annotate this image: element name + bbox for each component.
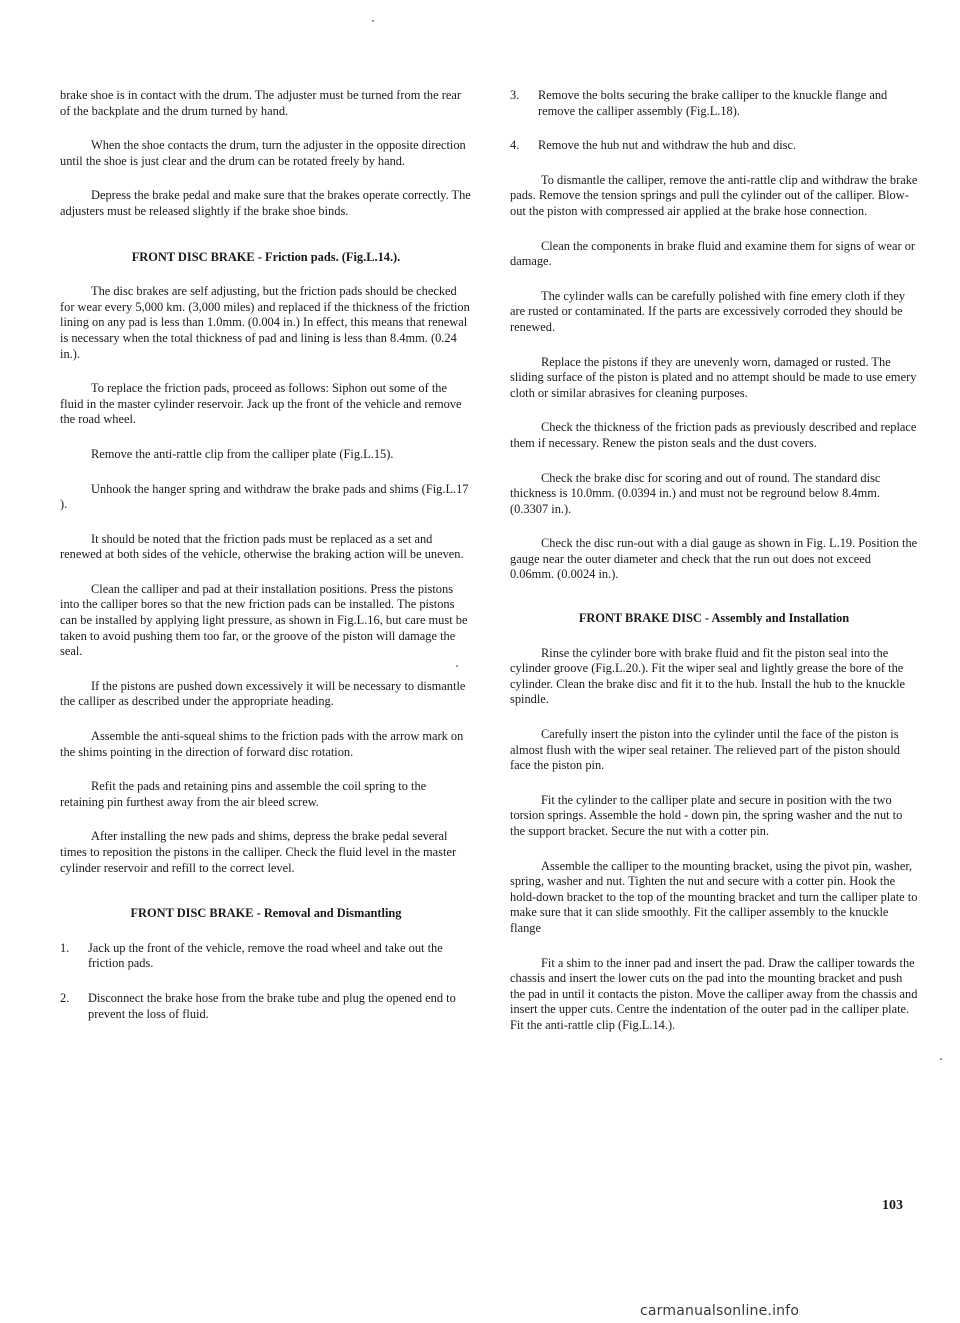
paragraph: Clean the calliper and pad at their installation positions. Press the pistons into the calliper bores so that the new friction pads can be installed. The pistons can be installed by applying light pressure, as shown in Fig.L.16, but care must be taken to avoid pushing them too far, or the groove of the piston will damage the seal. [60, 581, 468, 659]
scan-speck [940, 1058, 942, 1060]
numbered-step [60, 941, 472, 972]
paragraph: After installing the new pads and shims, depress the brake pedal several times to reposition the pistons in the calliper. Check the fluid level in the master cylinder reservoir and refill to the correct level. [60, 829, 457, 875]
paragraph: When the shoe contacts the drum, turn the adjuster in the opposite direction until the shoe is just clear and the drum can be rotated freely by hand. [60, 138, 466, 168]
paragraph: Remove the anti-rattle clip from the calliper plate (Fig.L.15). [91, 446, 394, 461]
step-number: 4. [510, 138, 520, 153]
step-number: 1. [60, 940, 70, 955]
paragraph: Fit a shim to the inner pad and insert the pad. Draw the calliper towards the chassis and insert the lower cuts on the pad into the mounting bracket and push the pad in until it contacts the piston. Move the calliper away from the chassis and insert the upper cuts. Centre the indentation of the outer pad in the calliper plate. Fit the anti-rattle clip (Fig.L.14.). [510, 955, 918, 1032]
step-text: Remove the bolts securing the brake calliper to the knuckle flange and remove the calliper assembly (Fig.L.18). [538, 88, 888, 118]
step-number: 2. [60, 990, 70, 1005]
numbered-step [510, 88, 918, 119]
step-number: 3. [510, 88, 520, 102]
paragraph: If the pistons are pushed down excessively it will be necessary to dismantle the calliper as described under the appropriate heading. [60, 678, 466, 709]
watermark[interactable]: carmanualsonline.info [640, 1303, 800, 1319]
paragraph: Check the thickness of the friction pads as previously described and replace them if necessary. Renew the piston seals and the dust covers. [510, 420, 917, 450]
scan-speck [372, 20, 374, 22]
paragraph: To dismantle the calliper, remove the anti-rattle clip and withdraw the brake pads. Remove the tension springs and pull the cylinder out of the calliper. Blow-out the piston with compressed air applied at the brake hose connection. [510, 172, 918, 218]
scan-speck [456, 665, 458, 667]
paragraph: brake shoe is in contact with the drum. The adjuster must be turned from the rear of the backplate and the drum turned by hand. [60, 88, 461, 118]
step-text: Remove the hub nut and withdraw the hub and disc. [538, 138, 797, 153]
paragraph: Clean the components in brake fluid and examine them for signs of wear or damage. [510, 238, 916, 269]
paragraph: Assemble the calliper to the mounting bracket, using the pivot pin, washer, spring, washer and nut. Tighten the nut and secure with a cotter pin. Hook the hold-down bracket to the top of the mounting bracket and turn the calliper plate to make sure that it can slide smoothly. Fit the calliper assembly to the knuckle flange [510, 858, 918, 935]
paragraph: The cylinder walls can be carefully polished with fine emery cloth if they are rusted or contaminated. If the parts are excessively corroded they should be renewed. [510, 288, 906, 334]
paragraph: Unhook the hanger spring and withdraw the brake pads and shims (Fig.L.17 ). [60, 481, 469, 512]
paragraph: The disc brakes are self adjusting, but the friction pads should be checked for wear every 5,000 km. (3,000 miles) and replaced if the thickness of the friction lining on any pad is less than 1.0mm. (0.004 in.) In effect, this means that renewal is necessary when the total thickness of pad and lining is less than 8.4mm. (0.24 in.). [60, 284, 470, 361]
paragraph: Replace the pistons if they are unevenly worn, damaged or rusted. The sliding surface of the piston is plated and no attempt should be made to use emery cloth or similar abrasives for cleaning purposes. [510, 354, 917, 400]
step-text: Disconnect the brake hose from the brake tube and plug the opened end to prevent the loss of fluid. [88, 990, 456, 1021]
paragraph: Assemble the anti-squeal shims to the friction pads with the arrow mark on the shims pointing in the direction of forward disc rotation. [60, 729, 464, 759]
numbered-step [510, 138, 918, 154]
left-column [60, 88, 472, 1041]
page-number: 103 [882, 1198, 903, 1213]
paragraph: Check the disc run-out with a dial gauge as shown in Fig. L.19. Position the gauge near the outer diameter and check that the run out does not exceed 0.06mm. (0.0024 in.). [510, 536, 918, 582]
paragraph: Check the brake disc for scoring and out of round. The standard disc thickness is 10.0mm. (0.0394 in.) and must not be reground below 8.4mm. (0.3307 in.). [510, 470, 881, 516]
section-heading-removal: FRONT DISC BRAKE - Removal and Dismantling [130, 906, 402, 921]
paragraph: Fit the cylinder to the calliper plate and secure in position with the two torsion springs. Assemble the hold - down pin, the spring washer and the nut to the support bracket. Secure the nut with a cotter pin. [510, 792, 903, 838]
paragraph: Depress the brake pedal and make sure that the brakes operate correctly. The adjusters must be released slightly if the brake shoe binds. [60, 188, 471, 218]
paragraph: Carefully insert the piston into the cylinder until the face of the piston is almost flush with the wiper seal retainer. The relieved part of the piston should face the piston pin. [510, 727, 900, 773]
paragraph: To replace the friction pads, proceed as follows: Siphon out some of the fluid in the master cylinder reservoir. Jack up the front of the vehicle and remove the road wheel. [60, 381, 462, 427]
section-heading-friction-pads: FRONT DISC BRAKE - Friction pads. (Fig.L.14.). [131, 249, 401, 264]
paragraph: Rinse the cylinder bore with brake fluid and fit the piston seal into the cylinder groove (Fig.L.20.). Fit the wiper seal and lightly grease the bore of the cylinder. Clean the brake disc and fit it to the hub. Install the hub to the knuckle spindle. [510, 645, 906, 707]
paragraph: It should be noted that the friction pads must be replaced as a set and renewed at both sides of the vehicle, otherwise the braking action will be uneven. [60, 531, 464, 562]
paragraph: Refit the pads and retaining pins and assemble the coil spring to the retaining pin furthest away from the air bleed screw. [60, 779, 427, 809]
right-column [510, 88, 918, 1053]
section-heading-assembly: FRONT BRAKE DISC - Assembly and Installation [578, 611, 850, 626]
numbered-step [60, 991, 472, 1022]
step-text: Jack up the front of the vehicle, remove the road wheel and take out the friction pads. [88, 940, 443, 971]
